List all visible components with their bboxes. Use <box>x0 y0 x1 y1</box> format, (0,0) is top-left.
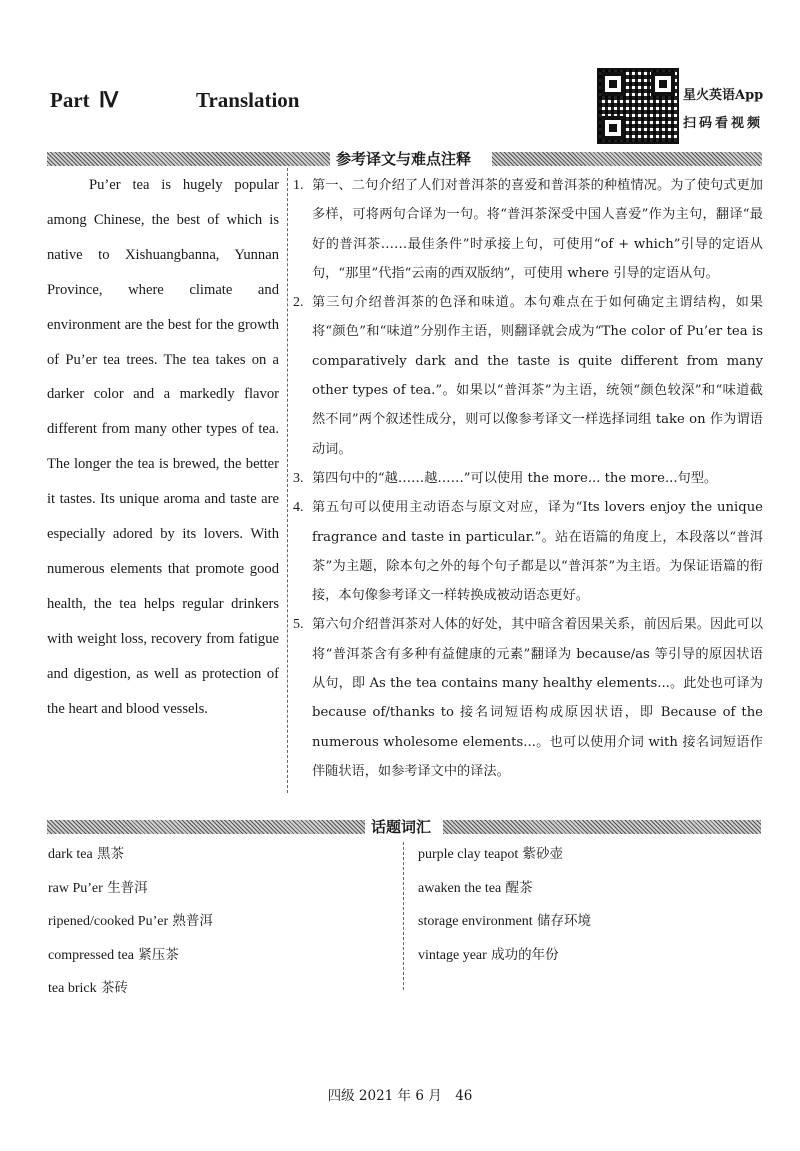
vocab-item <box>48 872 213 906</box>
note-item <box>293 493 763 610</box>
section-bar-right <box>492 152 762 166</box>
app-scan-hint: 扫码看视频 <box>683 116 764 131</box>
vocab-english: tea brick <box>48 981 97 997</box>
vocab-item <box>48 838 213 872</box>
part-label: Part <box>50 88 90 112</box>
vocab-item <box>418 905 591 939</box>
vocab-chinese: 生普洱 <box>107 879 148 896</box>
section-bar-left <box>47 820 365 834</box>
vocab-chinese: 紧压茶 <box>138 946 179 963</box>
section-title-reference: 参考译文与难点注释 <box>330 148 477 169</box>
vocab-list-left <box>48 838 213 1006</box>
vocab-item <box>418 872 591 906</box>
note-item <box>293 464 763 493</box>
vocab-divider <box>403 842 404 990</box>
note-text: 第六句介绍普洱茶对人体的好处，其中暗含着因果关系，前因后果。因此可以将“普洱茶含有多种有益健康的元素”翻译为 because/as 等引导的原因状语从句，即 As the tea contains many healthy elements...。此处也可译为 because of/thanks to 接名词短语构成原因状语，即 Because of the numerous wholesome elements...。也可以使用介词 with 接名词短语作伴随状语，如参考译文中的译法。 <box>312 617 763 779</box>
vocab-item <box>418 939 591 973</box>
vocab-english: awaken the tea <box>418 880 502 896</box>
note-number: 2. <box>293 295 304 311</box>
vocab-item <box>48 972 213 1006</box>
part-title: Translation <box>196 88 300 112</box>
vocab-chinese: 醒茶 <box>505 879 533 896</box>
vocab-english: storage environment <box>418 914 533 930</box>
note-number: 3. <box>293 470 304 486</box>
note-item <box>293 171 763 288</box>
vocab-english: purple clay teapot <box>418 847 519 862</box>
note-number: 1. <box>293 178 304 193</box>
section-title-vocabulary: 话题词汇 <box>365 816 437 837</box>
vocab-item <box>418 838 591 872</box>
note-item <box>293 288 763 464</box>
note-text: 第五句可以使用主动语态与原文对应，译为“Its lovers enjoy the unique fragrance and taste in particular.”。站在语篇的角度上，本段落以“普洱茶”为主题，除本句之外的每个句子都是以“普洱茶”为主语。为保证语篇的衔接，本句像参考译文一样转换成被动语态更好。 <box>312 500 763 604</box>
qr-code-icon[interactable] <box>597 68 679 144</box>
column-divider <box>287 168 288 793</box>
note-number: 4. <box>293 500 304 516</box>
vocab-english: vintage year <box>418 947 487 963</box>
part-header <box>50 88 300 113</box>
vocab-item <box>48 939 213 973</box>
page-footer: 四级 2021 年 6 月 46 <box>327 1088 473 1104</box>
vocab-chinese: 黑茶 <box>97 846 124 862</box>
vocab-chinese: 成功的年份 <box>491 946 559 963</box>
vocab-list-right <box>418 838 591 972</box>
vocab-english: ripened/cooked Pu’er <box>48 914 169 930</box>
vocab-chinese: 茶砖 <box>100 980 128 997</box>
note-text: 第三句介绍普洱茶的色泽和味道。本句难点在于如何确定主谓结构，如果将“颜色”和“味道”分别作主语，则翻译就会成为“The color of Pu’er tea is comparatively dark and the taste is quite different from many other types of tea.”。如果以“普洱茶”为主语，统领“颜色较深”和“味道截然不同”两个叙述性成分，则可以像参考译文一样选择词组 take on 作为谓语动词。 <box>312 295 763 457</box>
app-name: 星火英语App <box>683 88 764 103</box>
section-bar-right <box>443 820 761 834</box>
note-text: 第四句中的“越……越……”可以使用 the more... the more...句型。 <box>312 470 718 486</box>
vocab-chinese: 紫砂壶 <box>522 846 564 862</box>
vocab-english: compressed tea <box>48 947 134 963</box>
vocab-english: dark tea <box>48 847 93 862</box>
note-number: 5. <box>293 617 304 633</box>
vocab-chinese: 熟普洱 <box>172 913 213 930</box>
vocab-item <box>48 905 213 939</box>
note-text: 第一、二句介绍了人们对普洱茶的喜爱和普洱茶的种植情况。为了使句式更加多样，可将两句合译为一句。将“普洱茶深受中国人喜爱”作为主句，翻译“最好的普洱茶……最佳条件”时承接上句，可使用“of + which”引导的定语从句，“那里”代指“云南的西双版纳”，可使用 where 引导的定语从句。 <box>312 178 763 281</box>
part-number: Ⅳ <box>98 88 119 112</box>
note-item <box>293 610 763 786</box>
vocab-chinese: 储存环境 <box>536 913 591 930</box>
notes-list <box>293 171 763 786</box>
section-bar-left <box>47 152 330 166</box>
passage-text: Pu’er tea is hugely popular among Chinese, the best of which is native to Xishuangbanna, Yunnan Province, where climate and environment are the best for the growth of Pu’er tea trees. The tea takes on a darker color and a markedly flavor different from many other types of tea. The longer the tea is brewed, the better it tastes. Its unique aroma and taste are especially adored by its lovers. With numerous elements that promote good health, the tea helps regular drinkers with weight loss, recovery from fatigue and digestion, as well as protection of the heart and blood vessels. <box>47 177 279 717</box>
vocab-english: raw Pu’er <box>48 880 103 896</box>
translation-passage <box>47 168 279 727</box>
